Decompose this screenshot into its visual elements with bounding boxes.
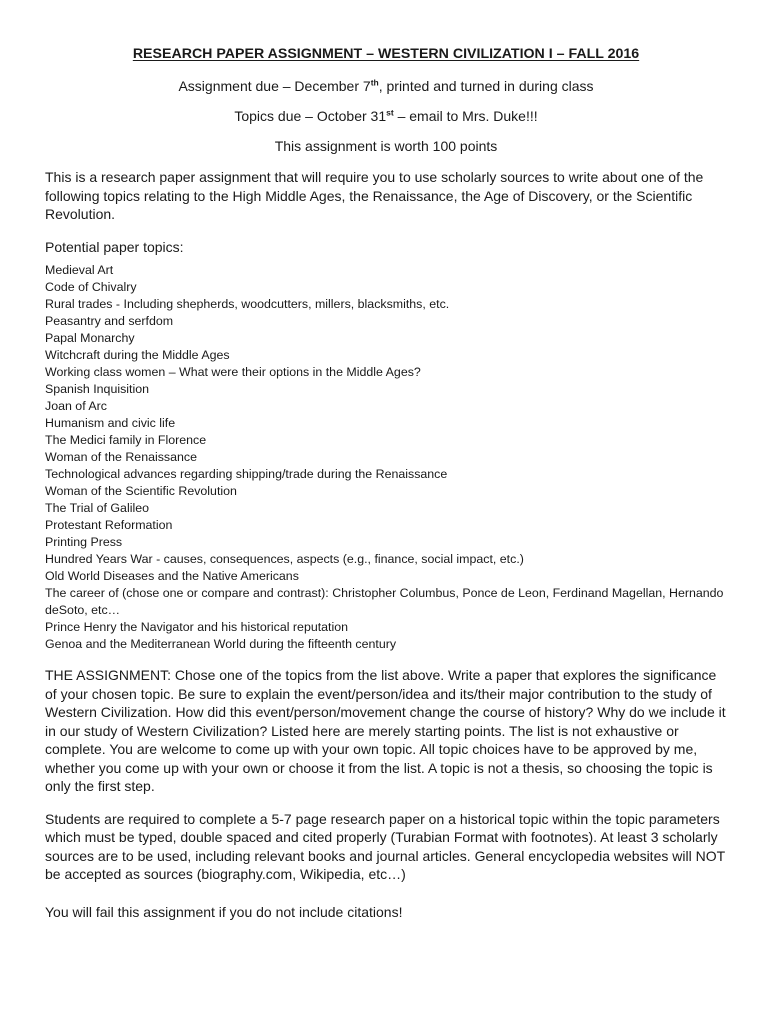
document-page bbox=[45, 46, 727, 921]
due-superscript: th bbox=[370, 77, 379, 88]
topics-heading: Potential paper topics: bbox=[45, 238, 184, 255]
topic-item: Old World Diseases and the Native Americans bbox=[45, 569, 299, 583]
topic-item: Woman of the Renaissance bbox=[45, 450, 197, 464]
points-line: This assignment is worth 100 points bbox=[274, 138, 498, 154]
topic-item: Woman of the Scientific Revolution bbox=[45, 484, 237, 498]
topic-item: Medieval Art bbox=[45, 263, 114, 277]
assignment-paragraph: THE ASSIGNMENT: Chose one of the topics from the list above. Write a paper that explores the significance of your chosen topic. Be sure to explain the event/person/idea and its/their major contribution to the study of Western Civilization. How did this event/person/movement change the course of history? Why do we include it in our study of Western Civilization? Listed here are merely starting points. The list is not exhaustive or complete. You are welcome to come up with your own topic. All topic choices have to be approved by me, whether you come up with your own or choose it from the list. A topic is not a thesis, so choosing the topic is only the first step. bbox=[45, 667, 726, 794]
topics-due-text-rest: – email to Mrs. Duke!!! bbox=[393, 108, 538, 124]
topic-item: Joan of Arc bbox=[45, 399, 107, 413]
topic-item: The Trial of Galileo bbox=[45, 501, 149, 515]
topic-item: Genoa and the Mediterranean World during the fifteenth century bbox=[45, 637, 397, 651]
topic-item: The Medici family in Florence bbox=[45, 433, 207, 447]
topic-item: Prince Henry the Navigator and his historical reputation bbox=[45, 620, 349, 634]
topic-item: Code of Chivalry bbox=[45, 280, 137, 294]
topic-item: Rural trades - Including shepherds, woodcutters, millers, blacksmiths, etc. bbox=[45, 297, 450, 311]
topic-item: Protestant Reformation bbox=[45, 518, 173, 532]
topics-due-line bbox=[45, 108, 727, 124]
topic-item: Technological advances regarding shipping/trade during the Renaissance bbox=[45, 467, 448, 481]
requirements-paragraph: Students are required to complete a 5-7 page research paper on a historical topic within the topic parameters which must be typed, double spaced and cited properly (Turabian Format with footnotes). At least 3 scholarly sources are to be used, including relevant books and journal articles. General encyclopedia websites will NOT be accepted as sources (biography.com, Wikipedia, etc…) bbox=[45, 810, 725, 882]
topic-item: The career of (chose one or compare and contrast): Christopher Columbus, Ponce de Leon, Ferdinand Magellan, Hernando deSoto, etc… bbox=[45, 586, 724, 617]
document-title: RESEARCH PAPER ASSIGNMENT – WESTERN CIVILIZATION I – FALL 2016 bbox=[132, 46, 640, 62]
topic-list bbox=[45, 262, 727, 653]
due-text-rest: , printed and turned in during class bbox=[378, 78, 594, 94]
topic-item: Peasantry and serfdom bbox=[45, 314, 174, 328]
topic-item: Hundred Years War - causes, consequences, aspects (e.g., finance, social impact, etc.) bbox=[45, 552, 524, 566]
topic-item: Printing Press bbox=[45, 535, 123, 549]
topic-item: Witchcraft during the Middle Ages bbox=[45, 348, 230, 362]
topics-due-text: Topics due – October 31 bbox=[234, 108, 387, 124]
topic-item: Spanish Inquisition bbox=[45, 382, 150, 396]
topic-item: Papal Monarchy bbox=[45, 331, 135, 345]
intro-paragraph: This is a research paper assignment that will require you to use scholarly sources to write about one of the following topics relating to the High Middle Ages, the Renaissance, the Age of Discovery, or the Scientific Revolution. bbox=[45, 169, 704, 222]
topic-item: Working class women – What were their options in the Middle Ages? bbox=[45, 365, 421, 379]
topics-due-superscript: st bbox=[386, 107, 394, 118]
assignment-due-line bbox=[45, 78, 727, 94]
citation-warning: You will fail this assignment if you do not include citations! bbox=[45, 903, 403, 920]
due-text: Assignment due – December 7 bbox=[178, 78, 371, 94]
topic-item: Humanism and civic life bbox=[45, 416, 176, 430]
